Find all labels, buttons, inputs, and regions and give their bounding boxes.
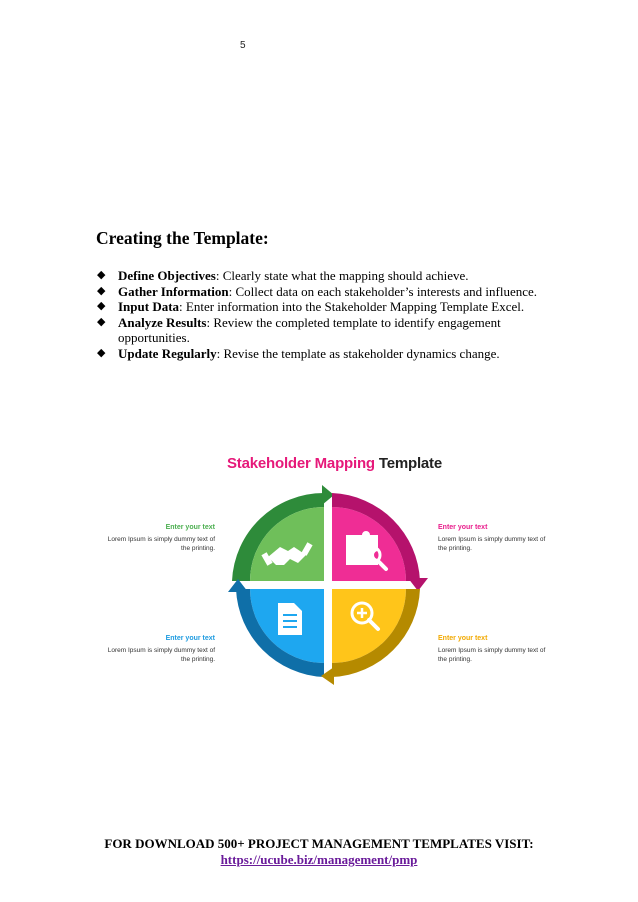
quadrant-yellow [321, 589, 420, 685]
bullet-text: : Clearly state what the mapping should achieve. [215, 268, 469, 283]
bullet-text: : Collect data on each stakeholder’s interests and influence. [228, 283, 538, 299]
quadrant-text-top-right [438, 523, 548, 553]
stakeholder-wheel [228, 485, 428, 685]
figure-title-accent: Stakeholder Mapping [227, 455, 375, 472]
diamond-bullet-icon: ◆ [97, 300, 106, 312]
stakeholder-mapping-figure [107, 450, 546, 690]
bullet-text: : Review the completed template to identify engagement opportunities. [118, 314, 501, 345]
document-icon [278, 603, 302, 635]
quadrant-body: Lorem Ipsum is simply dummy text of the printing. [438, 536, 546, 552]
diamond-bullet-icon: ◆ [97, 284, 106, 297]
figure-title-rest: Template [374, 455, 442, 472]
diamond-bullet-icon: ◆ [97, 315, 106, 328]
bullet-term: Analyze Results [118, 314, 207, 330]
list-item [96, 346, 556, 362]
diamond-bullet-icon: ◆ [97, 346, 106, 359]
quadrant-heading: Enter your text [438, 635, 488, 642]
quadrant-text-top-left [105, 523, 215, 553]
quadrant-heading: Enter your text [165, 635, 215, 642]
quadrant-text-bottom-right [438, 634, 548, 664]
list-item [96, 315, 556, 346]
quadrant-body: Lorem Ipsum is simply dummy text of the printing. [107, 647, 215, 663]
bullet-term: Define Objectives [118, 268, 216, 283]
diamond-bullet-icon: ◆ [97, 269, 106, 281]
bullet-term: Gather Information [118, 283, 229, 299]
bullet-list [96, 268, 556, 361]
list-item [96, 299, 556, 315]
page-number: 5 [240, 40, 246, 51]
download-link[interactable]: https://ucube.biz/management/pmp [220, 852, 418, 867]
quadrant-body: Lorem Ipsum is simply dummy text of the printing. [438, 647, 546, 663]
bullet-term: Update Regularly [118, 345, 217, 361]
figure-title [227, 455, 442, 472]
list-item [96, 284, 556, 300]
bullet-text: : Revise the template as stakeholder dynamics change. [216, 345, 500, 361]
quadrant-heading: Enter your text [438, 524, 488, 531]
quadrant-blue [228, 579, 324, 677]
list-item [96, 268, 556, 284]
footer-line: FOR DOWNLOAD 500+ PROJECT MANAGEMENT TEMPLATES VISIT: [104, 836, 534, 851]
section-heading: Creating the Template: [96, 228, 269, 248]
bullet-term: Input Data [118, 299, 180, 314]
quadrant-text-bottom-left [105, 634, 215, 664]
quadrant-body: Lorem Ipsum is simply dummy text of the printing. [107, 536, 215, 552]
quadrant-green [232, 485, 334, 581]
footer [0, 836, 638, 868]
quadrant-heading: Enter your text [165, 524, 215, 531]
bullet-text: : Enter information into the Stakeholder Mapping Template Excel. [179, 299, 525, 314]
